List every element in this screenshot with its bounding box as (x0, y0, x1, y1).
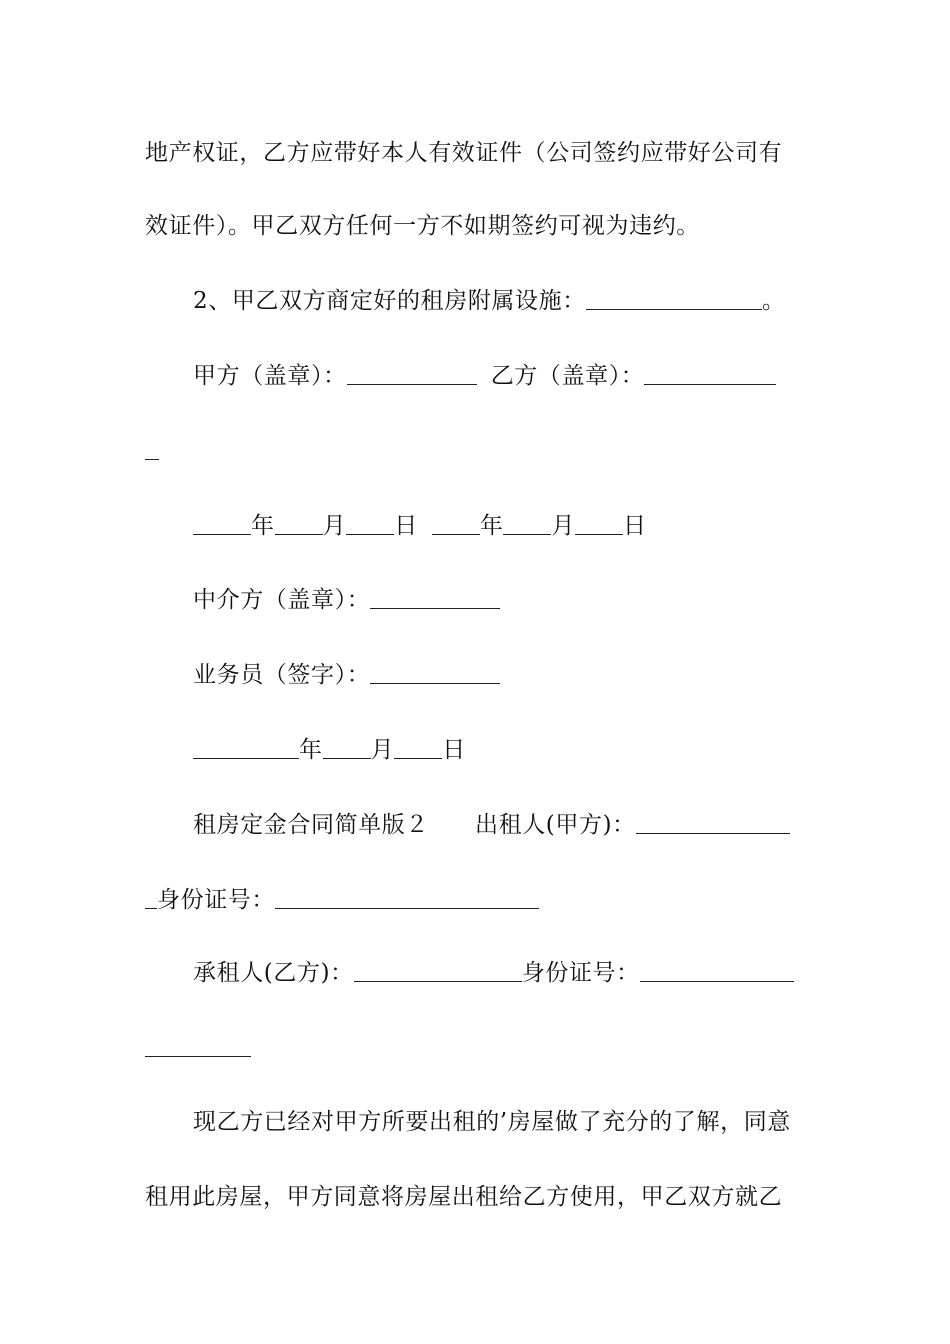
lessee-row (193, 958, 813, 988)
date-row-2 (193, 735, 813, 765)
contract2-title: 租房定金合同简单版２ (193, 812, 429, 838)
text-para-1: 现乙方已经对甲方所要出租的’房屋做了充分的了解，同意 (193, 1109, 791, 1135)
year-label: 年 (251, 513, 275, 539)
month-label-b: 月 (551, 513, 576, 539)
day-label-b: 日 (623, 513, 647, 539)
lessor-blank (636, 811, 790, 834)
day-blank-b (575, 512, 623, 535)
agency-seal-blank (370, 586, 500, 609)
lessee-blank (354, 959, 522, 982)
month-blank-c (323, 736, 371, 759)
lessor-label: 出租人(甲方)： (475, 812, 636, 838)
text-para-2: 租用此房屋，甲方同意将房屋出租给乙方使用，甲乙双方就乙 (145, 1184, 783, 1210)
day-blank (346, 512, 394, 535)
party-b-seal-blank-continued (145, 459, 159, 460)
lessor-id-row (145, 885, 810, 915)
party-b-seal-label: 乙方（盖章）： (490, 363, 645, 389)
party-b-seal-blank (644, 362, 776, 385)
party-a-seal-label: 甲方（盖章）： (193, 363, 347, 389)
lessee-id-blank (640, 959, 794, 982)
year-blank-c (193, 736, 299, 759)
month-label-c: 月 (370, 737, 395, 763)
lessee-id-blank-continued (145, 1034, 251, 1057)
year-blank-b (432, 512, 480, 535)
agency-seal-row (193, 585, 813, 615)
clerk-sign-blank (370, 661, 500, 684)
contract2-header-row (193, 810, 813, 840)
day-blank-c (394, 736, 442, 759)
lessor-blank-continued (145, 886, 157, 909)
clerk-sign-label: 业务员（签字）： (193, 662, 371, 688)
clerk-sign-row (193, 660, 813, 690)
agency-seal-label: 中介方（盖章）： (193, 587, 371, 613)
year-label-b: 年 (479, 513, 504, 539)
seals-row (193, 361, 813, 391)
lessee-id-label: 身份证号： (521, 960, 640, 986)
text-line-2: 效证件）。甲乙双方任何一方不如期签约可视为违约。 (145, 213, 700, 239)
text-line-1: 地产权证，乙方应带好本人有效证件（公司签约应带好公司有 (145, 140, 783, 166)
month-blank-b (503, 512, 551, 535)
month-label: 月 (322, 513, 347, 539)
day-label-c: 日 (442, 737, 466, 763)
day-label: 日 (394, 513, 418, 539)
facilities-suffix: 。 (761, 288, 786, 314)
lessor-id-blank (275, 886, 539, 909)
facilities-blank (586, 287, 762, 310)
year-label-c: 年 (299, 737, 323, 763)
party-a-seal-blank (347, 362, 477, 385)
lessee-label: 承租人(乙方)： (193, 960, 354, 986)
lessor-id-label: 身份证号： (157, 887, 275, 913)
date-row-1 (193, 511, 813, 541)
year-blank (193, 512, 251, 535)
facilities-clause (193, 286, 813, 316)
month-blank (275, 512, 323, 535)
lessee-id-continued-row (145, 1033, 810, 1063)
facilities-label: 2、甲乙双方商定好的租房附属设施： (193, 288, 586, 314)
